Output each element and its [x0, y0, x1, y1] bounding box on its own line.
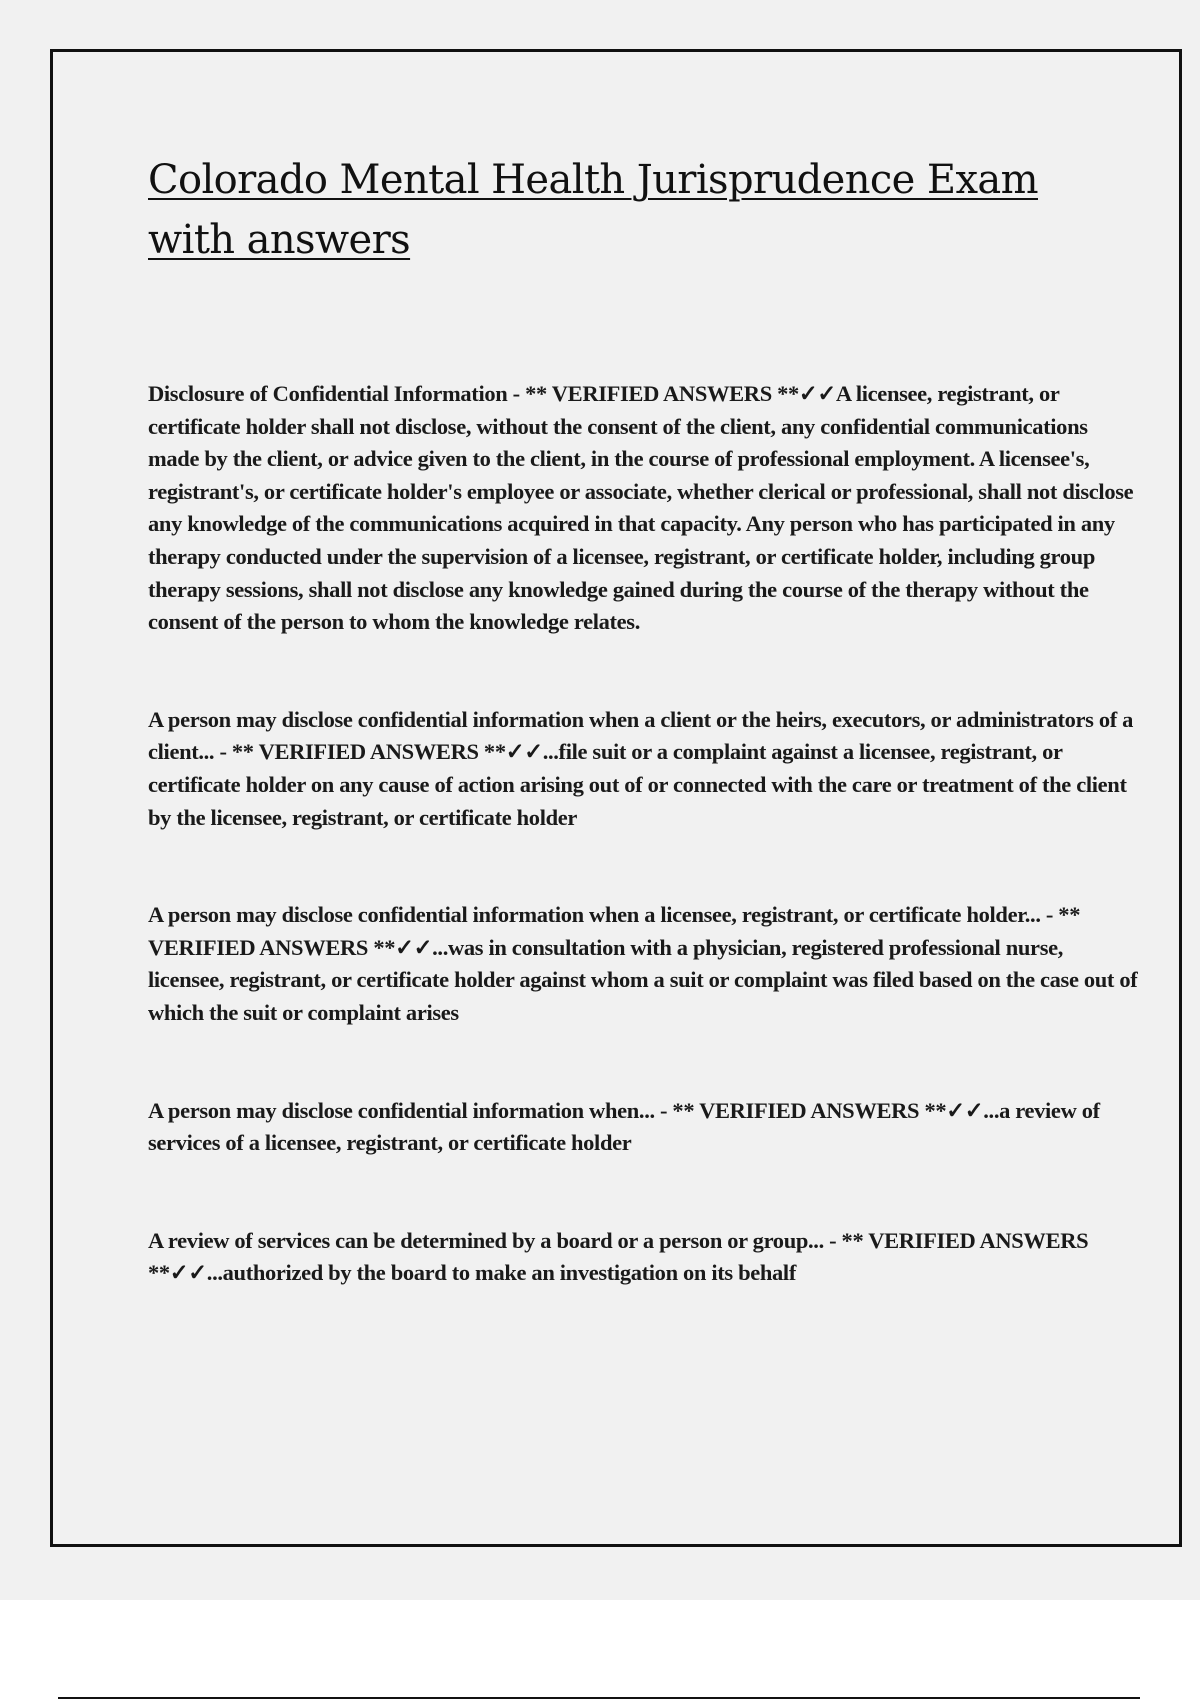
- document-title: Colorado Mental Health Jurisprudence Exam with answers: [148, 157, 1038, 263]
- bottom-divider: [58, 1697, 1140, 1699]
- page-frame: [50, 49, 1182, 1547]
- qa-entry-2: A person may disclose confidential information when a client or the heirs, executors, or administrators of a client... - ** VERIFIED ANSWERS **✓✓...file suit or a complaint against a licensee, registrant, or certificate holder on any cause of action arising out of or connected with the care or treatment of the client by the licensee, registrant, or certificate holder: [148, 706, 1134, 830]
- qa-entry-5: A review of services can be determined by a board or a person or group... - ** VERIFIED ANSWERS **✓✓...authorized by the board to make an investigation on its behalf: [148, 1227, 1089, 1286]
- qa-entry-3: A person may disclose confidential information when a licensee, registrant, or certificate holder... - ** VERIFIED ANSWERS **✓✓...was in consultation with a physician, registered professional nurse, licensee, registrant, or certificate holder against whom a suit or complaint was filed based on the case out of which the suit or complaint arises: [148, 902, 1138, 1025]
- qa-entry-1: Disclosure of Confidential Information - ** VERIFIED ANSWERS **✓✓A licensee, registrant, or certificate holder shall not disclose, without the consent of the client, any confidential communications made by the client, or advice given to the client, in the course of professional employment. A licensee's, registrant's, or certificate holder's employee or associate, whether clerical or professional, shall not disclose any knowledge of the communications acquired in that capacity. Any person who has participated in any therapy conducted under the supervision of a licensee, registrant, or certificate holder, including group therapy sessions, shall not disclose any knowledge gained during the course of the therapy without the consent of the person to whom the knowledge relates.: [148, 381, 1134, 635]
- qa-entry-4: A person may disclose confidential information when... - ** VERIFIED ANSWERS **✓✓...a review of services of a licensee, registrant, or certificate holder: [148, 1097, 1100, 1156]
- qa-list: [148, 378, 1144, 1355]
